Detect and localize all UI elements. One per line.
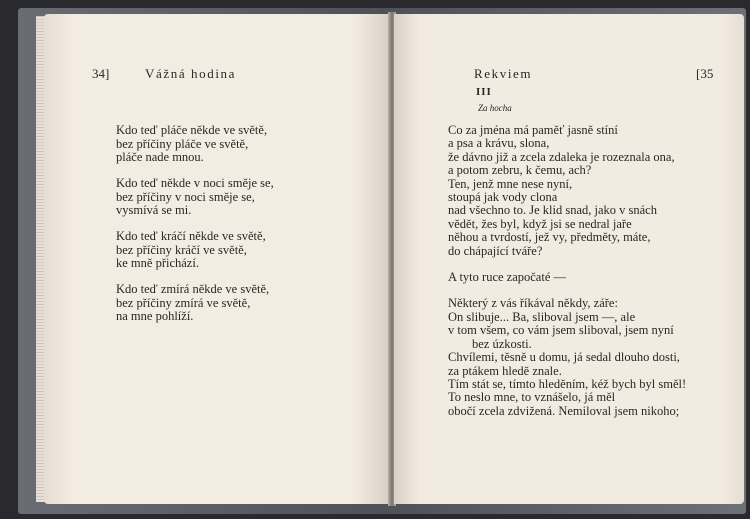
dedication: Za hocha — [478, 103, 512, 113]
poem-line: že dávno již a zcela zdaleka je rozeznala ona, — [448, 149, 675, 164]
poem-line: To neslo mne, to vznášelo, já měl — [448, 390, 616, 405]
poem-line: v tom všem, co vám jsem sliboval, jsem nyní — [448, 323, 674, 338]
poem-line: Kdo teď zmírá někde ve světě, — [116, 282, 270, 296]
poem-line: bez příčiny v noci směje se, — [116, 189, 255, 204]
right-running-head: Rekviem — [474, 66, 533, 81]
right-page — [394, 14, 744, 504]
poem-line: a potom zebru, k čemu, ach? — [448, 163, 592, 178]
poem-line: vědět, žes byl, když jsi se nedral jaře — [448, 216, 632, 231]
poem-line: A tyto ruce započaté — — [448, 270, 567, 285]
poem-line: do chápající tváře? — [448, 243, 543, 258]
poem-line: obočí zcela zdvižená. Nemiloval jsem nikoho; — [448, 403, 680, 418]
poem-line: Kdo teď někde v noci směje se, — [116, 176, 274, 190]
poem-line: za ptákem hledě znale. — [448, 363, 562, 378]
poem-line: On slibuje... Ba, sliboval jsem —, ale — [448, 309, 636, 324]
poem-line: na mne pohlíží. — [116, 309, 194, 323]
poem-line: vysmívá se mi. — [116, 203, 192, 217]
poem-line: stoupá jak vody clona — [448, 190, 558, 205]
poem-line: Kdo teď pláče někde ve světě, — [116, 123, 268, 137]
poem-line: bez příčiny zmírá ve světě, — [116, 295, 251, 310]
poem-line: a psa a krávu, slona, — [448, 136, 550, 151]
poem-line: Kdo teď kráčí někde ve světě, — [116, 229, 266, 243]
poem-body — [448, 124, 686, 418]
right-page-number: [35 — [696, 66, 714, 81]
poem-line: Ten, jenž mne nese nyní, — [448, 176, 573, 191]
stanza-2 — [116, 177, 274, 218]
stanza-3 — [116, 230, 266, 271]
section-number: III — [476, 86, 492, 98]
left-running-head: Vážná hodina — [145, 66, 237, 81]
poem-line: něhou a tvrdostí, jež vy, předměty, máte, — [448, 230, 651, 245]
poem-line: bez příčiny kráčí ve světě, — [116, 242, 247, 257]
poem-line: nad všechno to. Je klid snad, jako v snách — [448, 203, 657, 218]
left-page-number: 34] — [92, 66, 110, 81]
poem-line: Některý z vás říkával někdy, záře: — [448, 296, 618, 311]
poem-line: Chvílemi, těsně u domu, já sedal dlouho dosti, — [448, 350, 680, 365]
poem-line: bez úzkosti. — [472, 336, 532, 351]
poem-line: ke mně přichází. — [116, 256, 199, 270]
poem-line: bez příčiny pláče ve světě, — [116, 136, 249, 151]
poem-line: Co za jména má paměť jasně stíní — [448, 123, 618, 137]
left-page — [44, 14, 390, 504]
stanza-1 — [116, 124, 267, 165]
poem-line: pláče nade mnou. — [116, 150, 204, 164]
poem-line: Tím stát se, tímto hleděním, kéž bych byl směl! — [448, 376, 687, 391]
stanza-4 — [116, 283, 269, 324]
